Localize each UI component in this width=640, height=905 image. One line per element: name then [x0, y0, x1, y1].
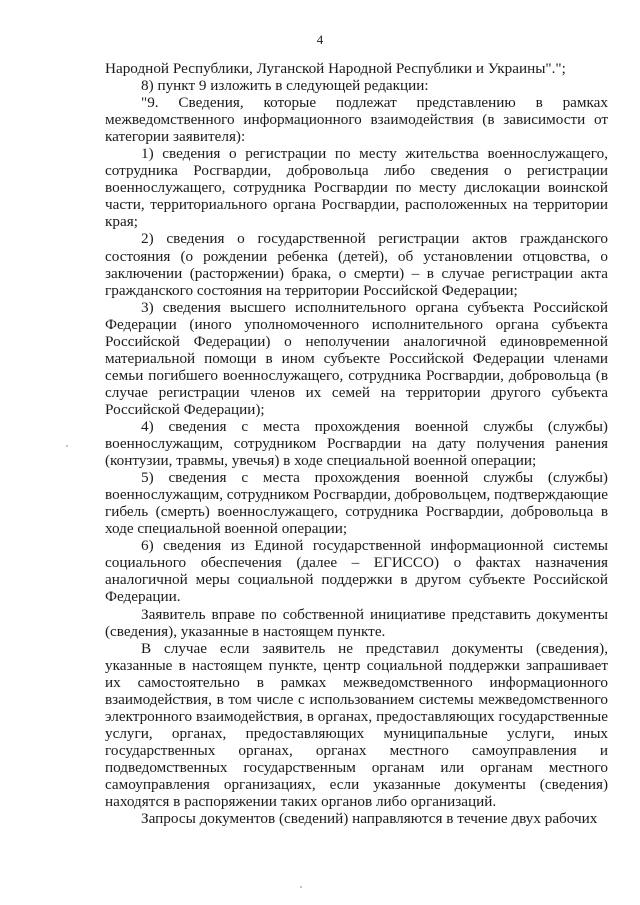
paragraph: В случае если заявитель не представил документы (сведения), указанные в настоящем пункте, центр социальной поддержки запрашивает их самостоятельно в рамках межведомственного информационного взаимодействия, в том числе с использованием системы межведомственного электронного взаимодействия, в органах, предоставляющих государственные услуги, органах, предоставляющих муниципальные услуги, иных государственных органах, органах местного самоуправления и подведомственных государственным органам или органам местного самоуправления организациях, если указанные документы (сведения) находятся в распоряжении таких органов либо организаций.: [105, 639, 608, 811]
paragraph: 6) сведения из Единой государственной информационной системы социального обеспечения (далее – ЕГИССО) о фактах назначения аналогичной меры социальной поддержки в другом субъекте Российской Федерации.: [105, 537, 608, 606]
document-body: [105, 60, 608, 827]
scan-speck: [300, 886, 302, 888]
paragraph: Заявитель вправе по собственной инициативе представить документы (сведения), указанные в настоящем пункте.: [105, 605, 608, 640]
page-number: 4: [316, 32, 324, 47]
paragraph: 3) сведения высшего исполнительного органа субъекта Российской Федерации (иного уполномоченного исполнительного органа субъекта Российской Федерации) о неполучении аналогичной единовременной материальной помощи в ином субъекте Российской Федерации членами семьи погибшего военнослужащего, сотрудника Росгвардии, добровольца (в случае регистрации членов их семей на территории другого субъекта Российской Федерации);: [105, 298, 608, 418]
paragraph: 4) сведения с места прохождения военной службы (службы) военнослужащим, сотрудником Росгвардии на дату получения ранения (контузии, травмы, увечья) в ходе специальной военной операции;: [105, 417, 608, 470]
paragraph: 2) сведения о государственной регистрации актов гражданского состояния (о рождении ребенка (детей), об установлении отцовства, о заключении (расторжении) брака, о смерти) – в случае регистрации акта гражданского состояния на территории Российской Федерации;: [105, 230, 608, 299]
scan-speck: [66, 445, 68, 447]
paragraph: Народной Республики, Луганской Народной Республики и Украины".";: [105, 60, 566, 77]
paragraph: "9. Сведения, которые подлежат представлению в рамках межведомственного информационного взаимодействия (в зависимости от категории заявителя):: [105, 94, 608, 146]
paragraph: 8) пункт 9 изложить в следующей редакции:: [141, 77, 429, 95]
paragraph: 1) сведения о регистрации по месту жительства военнослужащего, сотрудника Росгвардии, добровольца либо сведения о регистрации военнослужащего, сотрудника Росгвардии по месту дислокации воинской части, территориального органа Росгвардии, расположенных на территории края;: [105, 145, 608, 231]
paragraph: 5) сведения с места прохождения военной службы (службы) военнослужащим, сотрудником Росгвардии, добровольцем, подтверждающие гибель (смерть) военнослужащего, сотрудника Росгвардии, добровольца в ходе специальной военной операции;: [105, 469, 608, 538]
paragraph: Запросы документов (сведений) направляются в течение двух рабочих: [141, 810, 598, 828]
